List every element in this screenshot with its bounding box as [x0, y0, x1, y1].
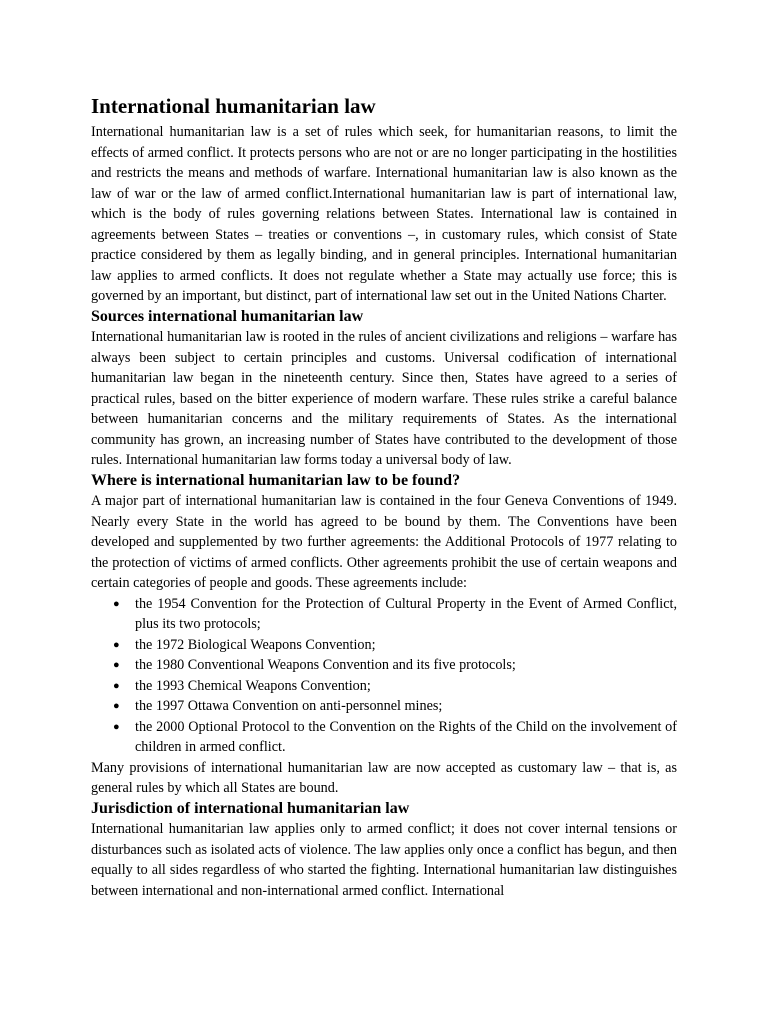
- list-item: [91, 655, 677, 676]
- document-page: [91, 92, 677, 901]
- list-item-text: the 1997 Ottawa Convention on anti-personnel mines;: [135, 698, 443, 714]
- bullet-icon: ●: [113, 700, 120, 712]
- list-item: [91, 635, 677, 656]
- bullet-icon: ●: [113, 638, 120, 651]
- section-paragraph-jurisdiction: International humanitarian law applies only to armed conflict; it does not cover internal tensions or disturbances such as isolated acts of violence. The law applies only once a conflict has begun, and then equally to all sides regardless of who started the fighting. International humanitarian law distinguishes between international and non-international armed conflict. International: [91, 821, 677, 899]
- bullet-icon: ●: [113, 659, 120, 671]
- bullet-icon: ●: [113, 720, 120, 733]
- list-item-text: the 2000 Optional Protocol to the Convention on the Rights of the Child on the involvement of children in armed conflict.: [135, 718, 677, 755]
- list-item-text: the 1972 Biological Weapons Convention;: [135, 636, 376, 653]
- intro-paragraph: International humanitarian law is a set of rules which seek, for humanitarian reasons, to limit the effects of armed conflict. It protects persons who are not or are no longer participating in the hostilities and restricts the means and methods of warfare. International humanitarian law is also known as the law of war or the law of armed conflict.International humanitarian law is part of international law, which is the body of rules governing relations between States. International law is contained in agreements between States – treaties or conventions –, in customary rules, which consist of State practice considered by them as legally binding, and in general principles. International humanitarian law applies to armed conflicts. It does not regulate whether a State may actually use force; this is governed by an important, but distinct, part of international law set out in the United Nations Charter.: [91, 124, 677, 304]
- list-item-text: the 1954 Convention for the Protection of Cultural Property in the Event of Armed Conflict, plus its two protocols;: [135, 595, 677, 632]
- section-heading-jurisdiction: Jurisdiction of international humanitarian law: [91, 799, 410, 817]
- section-heading-sources: Sources international humanitarian law: [91, 307, 364, 325]
- section-paragraph-customary: Many provisions of international humanitarian law are now accepted as customary law – that is, as general rules by which all States are bound.: [91, 759, 677, 796]
- list-item: [91, 594, 677, 635]
- list-item: [91, 676, 677, 697]
- list-item: [91, 717, 677, 758]
- page-title: International humanitarian law: [91, 94, 376, 118]
- section-paragraph-where-found: A major part of international humanitarian law is contained in the four Geneva Conventions of 1949. Nearly every State in the world has agreed to be bound by them. The Conventions have been developed and supplemented by two further agreements: the Additional Protocols of 1977 relating to the protection of victims of armed conflicts. Other agreements prohibit the use of certain weapons and certain categories of people and goods. These agreements include:: [91, 493, 677, 591]
- bullet-icon: ●: [113, 679, 120, 692]
- list-item-text: the 1993 Chemical Weapons Convention;: [135, 677, 371, 694]
- section-heading-where-found: Where is international humanitarian law to be found?: [91, 471, 461, 489]
- list-item: [91, 696, 677, 717]
- agreements-list: [91, 594, 677, 758]
- bullet-icon: ●: [113, 597, 120, 610]
- list-item-text: the 1980 Conventional Weapons Convention and its five protocols;: [135, 657, 516, 673]
- section-paragraph-sources: International humanitarian law is rooted in the rules of ancient civilizations and religions – warfare has always been subject to certain principles and customs. Universal codification of international humanitarian law began in the nineteenth century. Since then, States have agreed to a series of practical rules, based on the bitter experience of modern warfare. These rules strike a careful balance between humanitarian concerns and the military requirements of States. As the international community has grown, an increasing number of States have contributed to the development of those rules. International humanitarian law forms today a universal body of law.: [91, 329, 677, 468]
